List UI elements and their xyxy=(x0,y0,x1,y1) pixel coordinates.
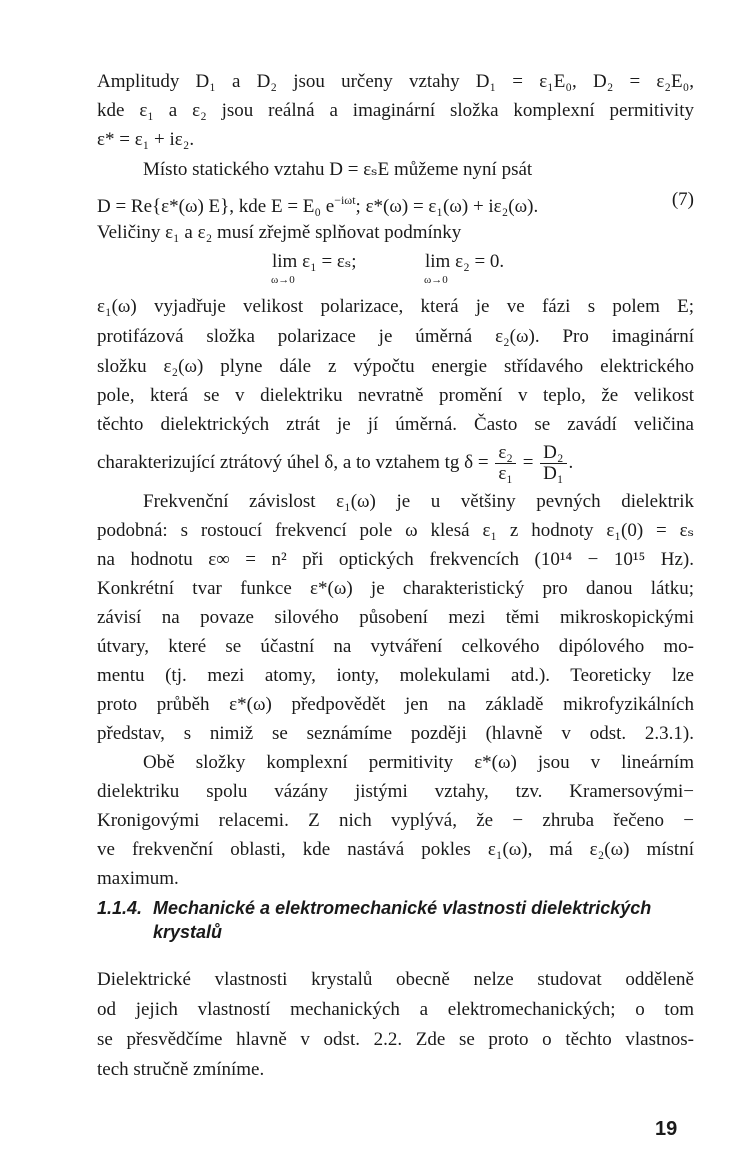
section-title-line1: Mechanické a elektromechanické vlastnosti dielektrických xyxy=(153,898,652,918)
fraction-numerator: D₂ xyxy=(540,443,566,464)
text-line: těchto dielektrických ztrát je jí úměrná. Často se zavádí veličina xyxy=(97,414,694,435)
equation-number: (7) xyxy=(671,189,694,210)
text-line: ve frekvenční oblasti, kde nastává pokles ε₁(ω), má ε₂(ω) místní xyxy=(97,839,694,860)
fraction-denominator: ε₁ xyxy=(498,463,513,485)
text-line: protifázová složka polarizace je úměrná ε₂(ω). Pro imaginární xyxy=(97,326,694,347)
equals-sign: = xyxy=(522,452,534,473)
text-line: ε₁(ω) vyjadřuje velikost polarizace, která je ve fázi s polem E; xyxy=(97,296,694,317)
text-line: Konkrétní tvar funkce ε*(ω) je charakteristický pro danou látku; xyxy=(97,578,694,599)
text-line: útvary, které se účastní na vytváření celkového dipólového mo- xyxy=(97,636,694,657)
limit-1: lim ε₁ = εₛ; xyxy=(272,251,357,272)
text-line: proto průběh ε*(ω) předpovědět jen na základě mikrofyzikálních xyxy=(97,694,694,715)
equation-left: D = Re{ε*(ω) E}, kde E = E₀ e xyxy=(97,196,335,217)
text-line: Frekvenční závislost ε₁(ω) je u většiny pevných dielektrik xyxy=(143,491,694,512)
text-line: dielektriku spolu vázány jistými vztahy, tzv. Kramersovými− xyxy=(97,781,694,802)
page-number: 19 xyxy=(655,1118,678,1140)
section-number: 1.1.4. xyxy=(97,898,143,918)
text-line: kde ε₁ a ε₂ jsou reálná a imaginární složka komplexní permitivity xyxy=(97,100,694,121)
limit-2: lim ε₂ = 0. xyxy=(425,251,505,272)
equation-exponent: −iωt xyxy=(334,193,356,207)
text-line: ε* = ε₁ + iε₂. xyxy=(97,129,195,150)
text-line: tech stručně zmíníme. xyxy=(97,1059,265,1080)
text-line: mentu (tj. mezi atomy, ionty, molekulami atd.). Teoreticky lze xyxy=(97,665,694,686)
section-heading xyxy=(97,896,694,920)
loss-angle-text: charakterizující ztrátový úhel δ, a to vztahem tg δ = xyxy=(97,452,489,473)
text-line: Místo statického vztahu D = εₛE můžeme nyní psát xyxy=(143,159,533,180)
text-line: pole, která se v dielektriku nevratně promění v teplo, že velikost xyxy=(97,385,694,406)
text-line: maximum. xyxy=(97,868,179,889)
text-line: složku ε₂(ω) plyne dále z výpočtu energie střídavého elektrického xyxy=(97,356,694,377)
limit-1-subscript: ω→0 xyxy=(271,274,295,286)
fraction-denominator: D₁ xyxy=(543,463,564,485)
text-line: Kronigovými relacemi. Z nich vyplývá, že − zhruba řečeno − xyxy=(97,810,694,831)
text-line: Veličiny ε₁ a ε₂ musí zřejmě splňovat podmínky xyxy=(97,222,462,243)
fraction-numerator: ε₂ xyxy=(495,443,516,464)
limit-2-subscript: ω→0 xyxy=(424,274,448,286)
equation-7 xyxy=(97,186,694,221)
fraction-d xyxy=(540,443,566,484)
text-line: Obě složky komplexní permitivity ε*(ω) jsou v lineárním xyxy=(143,752,694,773)
loss-angle-formula: charakterizující ztrátový úhel δ, a to vztahem tg δ = $\frac{\text{ε₂}}{\text{ε₁}}$ = $\frac{\text{D₂}}{\text{D₁}}$ . xyxy=(97,442,574,485)
equation-right: ; ε*(ω) = ε₁(ω) + iε₂(ω). xyxy=(355,196,539,217)
text-line: podobná: s rostoucí frekvencí pole ω klesá ε₁ z hodnoty ε₁(0) = εₛ xyxy=(97,520,694,541)
fraction-eps xyxy=(495,443,516,484)
text-line: představ, s nimiž se seznámíme později (hlavně v odst. 2.3.1). xyxy=(97,723,694,744)
section-title-line2: krystalů xyxy=(153,922,223,942)
text-line: na hodnotu ε∞ = n² při optických frekvencích (10¹⁴ − 10¹⁵ Hz). xyxy=(97,549,694,570)
text-line: od jejich vlastností mechanických a elektromechanických; o tom xyxy=(97,999,694,1020)
text-line: závisí na povaze silového působení mezi těmi mikroskopickými xyxy=(97,607,694,628)
text-line: Amplitudy D₁ a D₂ jsou určeny vztahy D₁ = ε₁E₀, D₂ = ε₂E₀, xyxy=(97,71,694,92)
text-line: se přesvědčíme hlavně v odst. 2.2. Zde se proto o těchto vlastnos- xyxy=(97,1029,694,1050)
text-line: Dielektrické vlastnosti krystalů obecně nelze studovat odděleně xyxy=(97,969,694,990)
